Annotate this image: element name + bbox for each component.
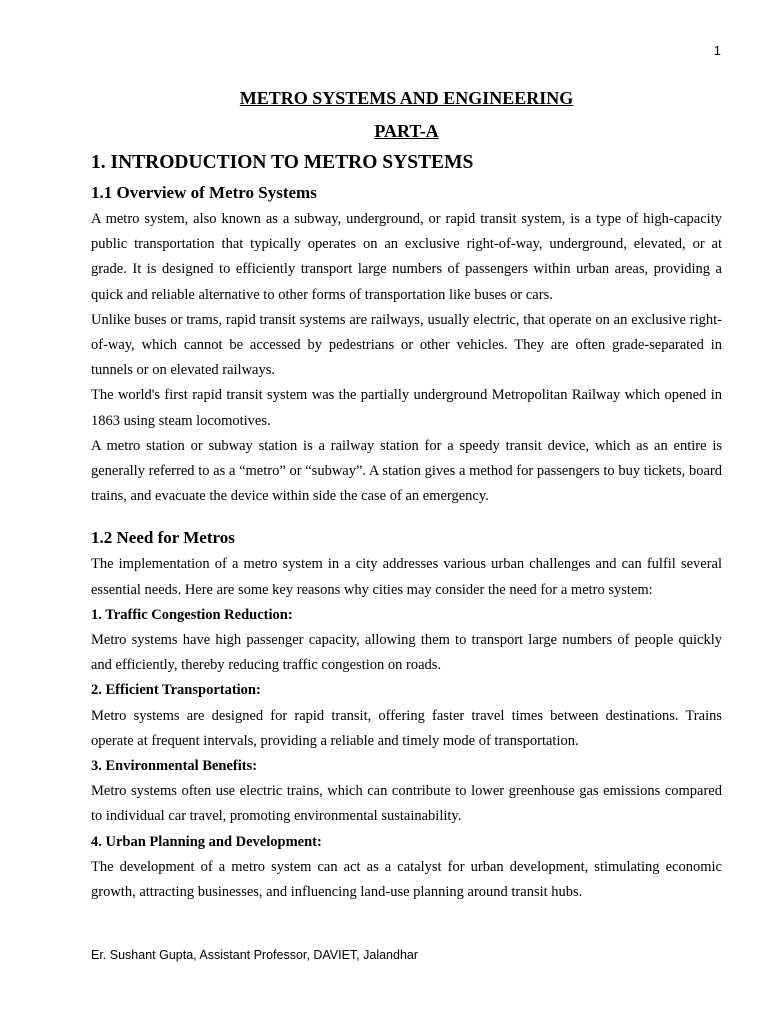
page-footer: Er. Sushant Gupta, Assistant Professor, DAVIET, Jalandhar bbox=[91, 948, 419, 962]
point-text: Metro systems are designed for rapid transit, offering faster travel times between destinations. Trains operate at frequent intervals, providing a reliable and timely mode of transportation. bbox=[91, 707, 722, 749]
point-text: The development of a metro system can act as a catalyst for urban development, stimulating economic growth, attracting businesses, and influencing land-use planning around transit hubs. bbox=[91, 858, 722, 901]
point-heading: 2. Efficient Transportation: bbox=[91, 682, 261, 699]
paragraph: A metro station or subway station is a railway station for a speedy transit device, which as an entire is generally referred to as a “metro” or “subway”. A station gives a method for passengers to buy tickets, board trains, and evacuate the device within side the case of an emergency. bbox=[91, 437, 722, 505]
document-title: METRO SYSTEMS AND ENGINEERING bbox=[239, 88, 574, 108]
point-text: Metro systems have high passenger capacity, allowing them to transport large numbers of people quickly and efficiently, thereby reducing traffic congestion on roads. bbox=[91, 632, 722, 674]
point-heading: 1. Traffic Congestion Reduction: bbox=[91, 606, 293, 623]
part-title: PART-A bbox=[374, 121, 439, 141]
paragraph: The world's first rapid transit system was the partially underground Metropolitan Railway which opened in 1863 using steam locomotives. bbox=[91, 387, 722, 429]
section-heading-need: 1.2 Need for Metros bbox=[91, 528, 235, 548]
paragraph: The implementation of a metro system in a city addresses various urban challenges and can fulfil several essential needs. Here are some key reasons why cities may consider the need for a metro system: bbox=[91, 556, 722, 598]
section-heading-overview: 1.1 Overview of Metro Systems bbox=[91, 183, 317, 202]
point-heading: 4. Urban Planning and Development: bbox=[91, 833, 322, 850]
page-number: 1 bbox=[713, 43, 721, 58]
point-text: Metro systems often use electric trains, which can contribute to lower greenhouse gas emissions compared to individual car travel, promoting environmental sustainability. bbox=[91, 783, 722, 825]
paragraph: Unlike buses or trams, rapid transit systems are railways, usually electric, that operate on an exclusive right-of-way, which cannot be accessed by pedestrians or other vehicles. They are often grade-separated in tunnels or on elevated railways. bbox=[91, 311, 722, 379]
page-content bbox=[91, 86, 722, 905]
chapter-heading: 1. INTRODUCTION TO METRO SYSTEMS bbox=[91, 152, 474, 173]
paragraph: A metro system, also known as a subway, underground, or rapid transit system, is a type of high-capacity public transportation that typically operates on an exclusive right-of-way, underground, elevated, or at grade. It is designed to efficiently transport large numbers of passengers within urban areas, providing a quick and reliable alternative to other forms of transportation like buses or cars. bbox=[91, 211, 722, 303]
point-heading: 3. Environmental Benefits: bbox=[91, 758, 258, 775]
